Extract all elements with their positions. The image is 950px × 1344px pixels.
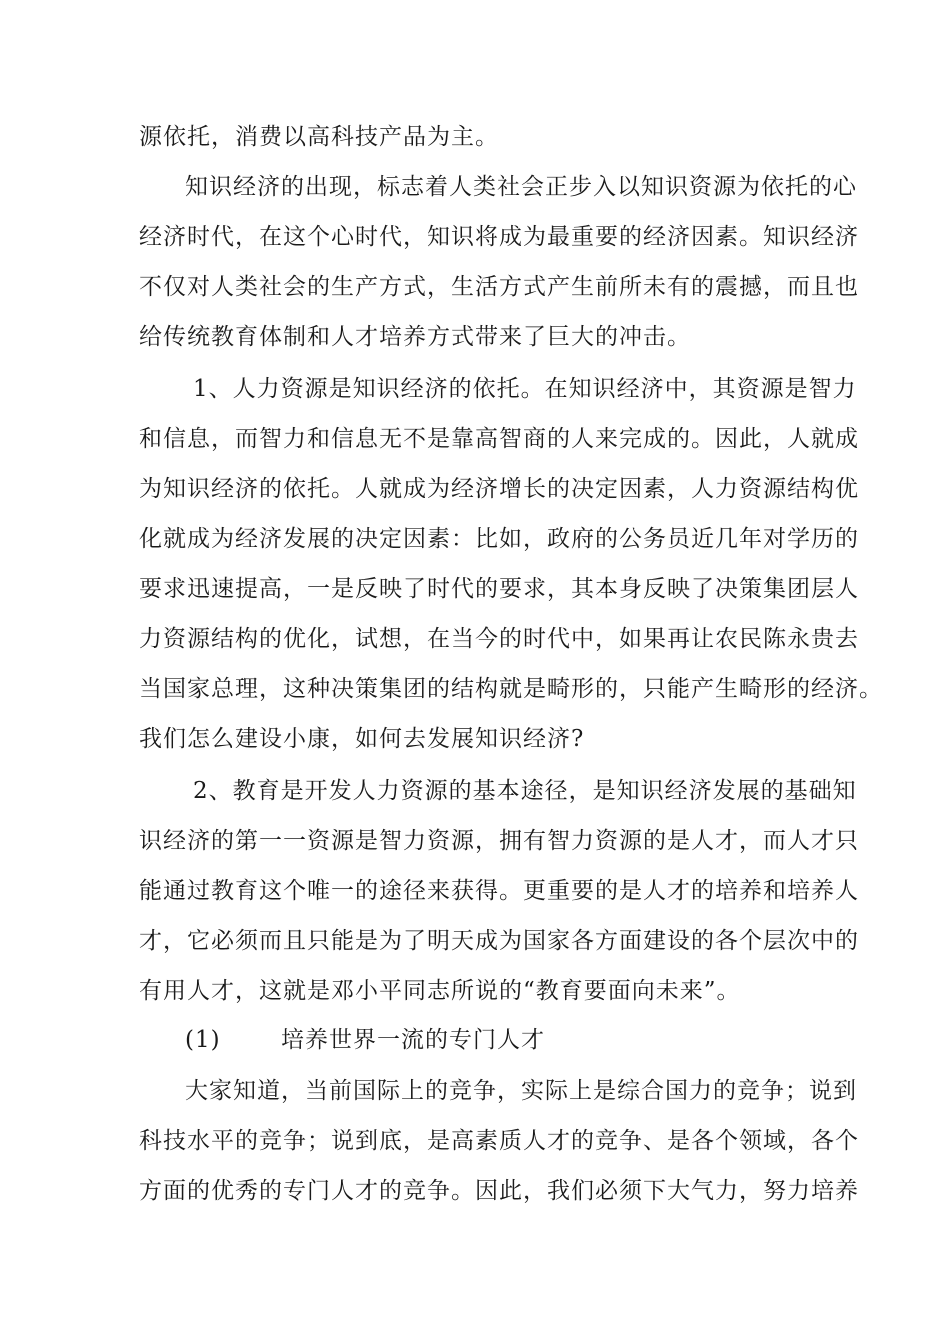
subheading-number: (1) — [185, 1027, 221, 1053]
text-line: 大家知道，当前国际上的竞争，实际上是综合国力的竞争；说到 — [185, 1078, 857, 1104]
text-line: 源依托，消费以高科技产品为主。 — [139, 124, 499, 150]
text-line: 能通过教育这个唯一的途径来获得。更重要的是人才的培养和培养人 — [139, 878, 859, 904]
subheading-text: 培养世界一流的专门人才 — [281, 1027, 545, 1053]
text-line: 1、人力资源是知识经济的依托。在知识经济中，其资源是智力 — [193, 376, 857, 402]
text-line: 识经济的第一一资源是智力资源，拥有智力资源的是人才，而人才只 — [139, 828, 859, 854]
text-line: 和信息，而智力和信息无不是靠高智商的人来完成的。因此，人就成 — [139, 426, 859, 452]
text-line: 才，它必须而且只能是为了明天成为国家各方面建设的各个层次中的 — [139, 928, 859, 954]
text-line: 我们怎么建设小康，如何去发展知识经济? — [139, 726, 585, 752]
text-line: 科技水平的竞争；说到底，是高素质人才的竞争、是各个领域，各个 — [139, 1128, 859, 1154]
text-line: 力资源结构的优化，试想，在当今的时代中，如果再让农民陈永贵去 — [139, 626, 859, 652]
text-line: 为知识经济的依托。人就成为经济增长的决定因素，人力资源结构优 — [139, 476, 859, 502]
text-line: 化就成为经济发展的决定因素：比如，政府的公务员近几年对学历的 — [139, 526, 859, 552]
text-line: 有用人才，这就是邓小平同志所说的“教育要面向未来”。 — [139, 978, 741, 1004]
text-line: 当国家总理，这种决策集团的结构就是畸形的，只能产生畸形的经济。 — [139, 676, 883, 702]
text-line: 要求迅速提高，一是反映了时代的要求，其本身反映了决策集团层人 — [139, 576, 859, 602]
text-line: 不仅对人类社会的生产方式，生活方式产生前所未有的震撼，而且也 — [139, 274, 859, 300]
text-line: 2、教育是开发人力资源的基本途径，是知识经济发展的基础知 — [193, 778, 857, 804]
text-line: 方面的优秀的专门人才的竞争。因此，我们必须下大气力，努力培养 — [139, 1178, 859, 1204]
text-line: 经济时代，在这个心时代，知识将成为最重要的经济因素。知识经济 — [139, 224, 859, 250]
text-line: 知识经济的出现，标志着人类社会正步入以知识资源为依托的心 — [185, 174, 857, 200]
subheading — [185, 1025, 865, 1055]
text-line: 给传统教育体制和人才培养方式带来了巨大的冲击。 — [139, 324, 691, 350]
